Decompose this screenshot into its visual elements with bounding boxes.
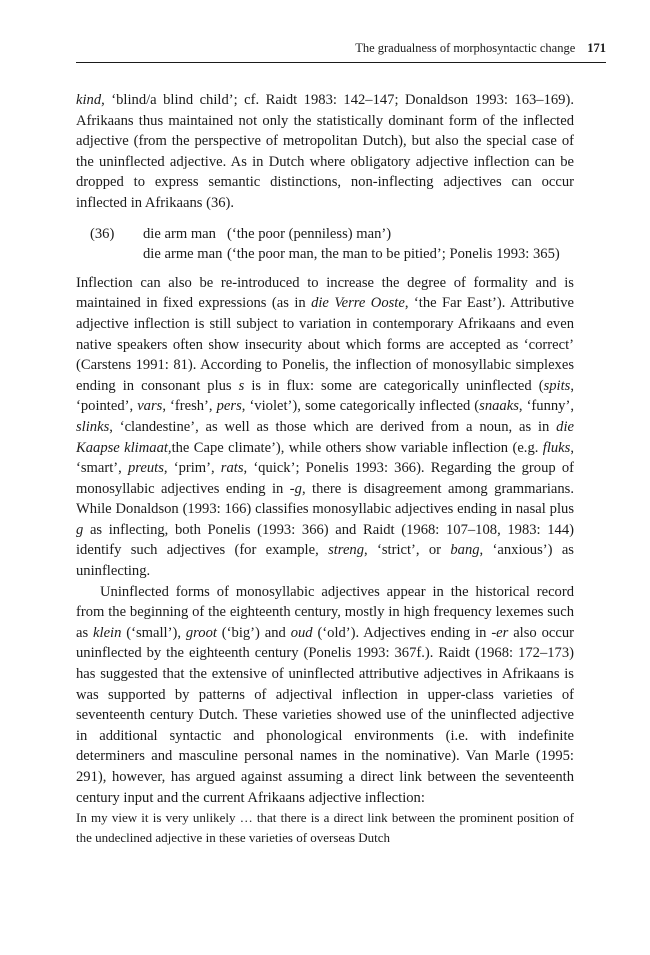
- example-form: die arme man: [143, 246, 223, 263]
- text-run: (‘big’) and: [216, 624, 291, 641]
- text-run: is in flux: some are categorically uninflected (: [244, 377, 544, 394]
- page-number: 171: [587, 41, 606, 55]
- example-form: die arm man: [143, 225, 216, 242]
- italic-term: vars: [137, 398, 163, 415]
- text-run: , ‘pointed’,: [76, 377, 574, 415]
- italic-term: rats: [220, 460, 244, 477]
- italic-term: slinks: [76, 418, 110, 435]
- text-run: , ‘smart’,: [76, 439, 574, 477]
- text-run: , ‘funny’,: [518, 398, 574, 415]
- italic-term: snaaks: [479, 398, 519, 415]
- text-run: Inflection can also be re-introduced to increase the degree of formality and is maintained in fixed expressions (as in: [76, 274, 574, 312]
- example-gloss: (‘the poor man, the man to be pitied’; Ponelis 1993: 365): [227, 246, 560, 263]
- text-run: Uninflected forms of monosyllabic adjectives appear in the historical record from the beginning of the eighteenth century, mostly in high frequency lexemes such as: [76, 583, 574, 641]
- paragraph: [76, 273, 574, 582]
- italic-term: spits: [543, 377, 571, 394]
- header-rule: [76, 62, 606, 63]
- italic-term: streng: [328, 542, 365, 559]
- block-quote: In my view it is very unlikely … that there is a direct link between the prominent position of the undeclined adjective in these varieties of overseas Dutch: [76, 810, 574, 845]
- paragraph: [76, 90, 574, 214]
- italic-term: bang: [450, 542, 480, 559]
- text-run: as inflecting, both Ponelis (1993: 366) and Raidt (1968: 107–108, 1983: 144) identify such adjectives (for example,: [76, 521, 574, 559]
- text-run: , ‘strict’, or: [364, 542, 451, 559]
- italic-term: fluks: [542, 439, 571, 456]
- example-number: (36): [90, 225, 115, 242]
- body-text: [76, 90, 574, 847]
- running-header: [76, 40, 606, 56]
- italic-term: die Verre Ooste: [311, 295, 405, 312]
- italic-term: die Kaapse klimaat,: [76, 418, 574, 456]
- text-run: , ‘violet’), some categorically inflected (: [241, 398, 480, 415]
- running-title: The gradualness of morphosyntactic change: [355, 41, 576, 55]
- paragraph: [76, 582, 574, 809]
- italic-term: s: [238, 377, 245, 394]
- text-run: (‘small’),: [121, 624, 186, 641]
- text-run: , there is disagreement among grammarians. While Donaldson (1993: 166) classifies monosyllabic adjectives ending in nasal plus: [76, 480, 574, 518]
- text-run: , ‘fresh’,: [162, 398, 217, 415]
- italic-term: preuts: [127, 460, 164, 477]
- text-run: , ‘prim’,: [163, 460, 221, 477]
- text-run: (‘old’). Adjectives ending in: [312, 624, 492, 641]
- text-run: , ‘the Far East’). Attributive adjective inflection is still subject to variation in contemporary Afrikaans and even native speakers often show insecurity about which forms are accepted as ‘correct’ (Carstens 1991: 81). According to Ponelis, the inflection of monosyllabic simplexes ending in consonant plus: [76, 295, 574, 394]
- text-run: , ‘quick’; Ponelis 1993: 366). Regarding the group of monosyllabic adjectives ending in: [76, 460, 574, 497]
- italic-term: pers: [216, 398, 242, 415]
- text-run: also occur uninflected by the eighteenth century (Ponelis 1993: 367f.). Raidt (1968: 172–173) has suggested that the extensive of uninflected attributive adjectives in Afrikaans is was supported by patterns of adjectival inflection in upper-class varieties of seventeenth century Dutch. These varieties showed use of the uninflected adjective in additional syntactic and phonological environments (i.e. with indefinite determiners and masculine personal names in the nominative). Van Marle (1995: 291), however, has argued against assuming a direct link between the seventeenth century input and the current Afrikaans adjective inflection:: [76, 624, 574, 806]
- italic-term: -g: [289, 480, 302, 497]
- italic-term: -er: [491, 624, 509, 641]
- italic-term: g: [76, 521, 84, 538]
- text-run: , ‘blind/a blind child’; cf. Raidt 1983: 142–147; Donaldson 1993: 163–169). Afrikaans thus maintained not only the statistically dominant form of the inflected adjective (from the perspective of metropolitan Dutch), but also the special case of the uninflected adjective. As in Dutch where obligatory adjective inflection can be dropped to express semantic distinctions, non-inflecting adjectives can occur inflected in Afrikaans (36).: [76, 92, 574, 211]
- italic-term: oud: [290, 624, 313, 641]
- example-36: [90, 224, 574, 265]
- italic-term: groot: [185, 624, 217, 641]
- example-gloss: (‘the poor (penniless) man’): [227, 225, 392, 242]
- text-run: , ‘anxious’) as uninflecting.: [76, 542, 574, 580]
- italic-term: kind: [76, 92, 102, 108]
- text-run: the Cape climate’), while others show variable inflection (e.g.: [171, 439, 543, 456]
- text-run: , ‘clandestine’, as well as those which are derived from a noun, as in: [109, 418, 557, 435]
- italic-term: klein: [93, 624, 122, 641]
